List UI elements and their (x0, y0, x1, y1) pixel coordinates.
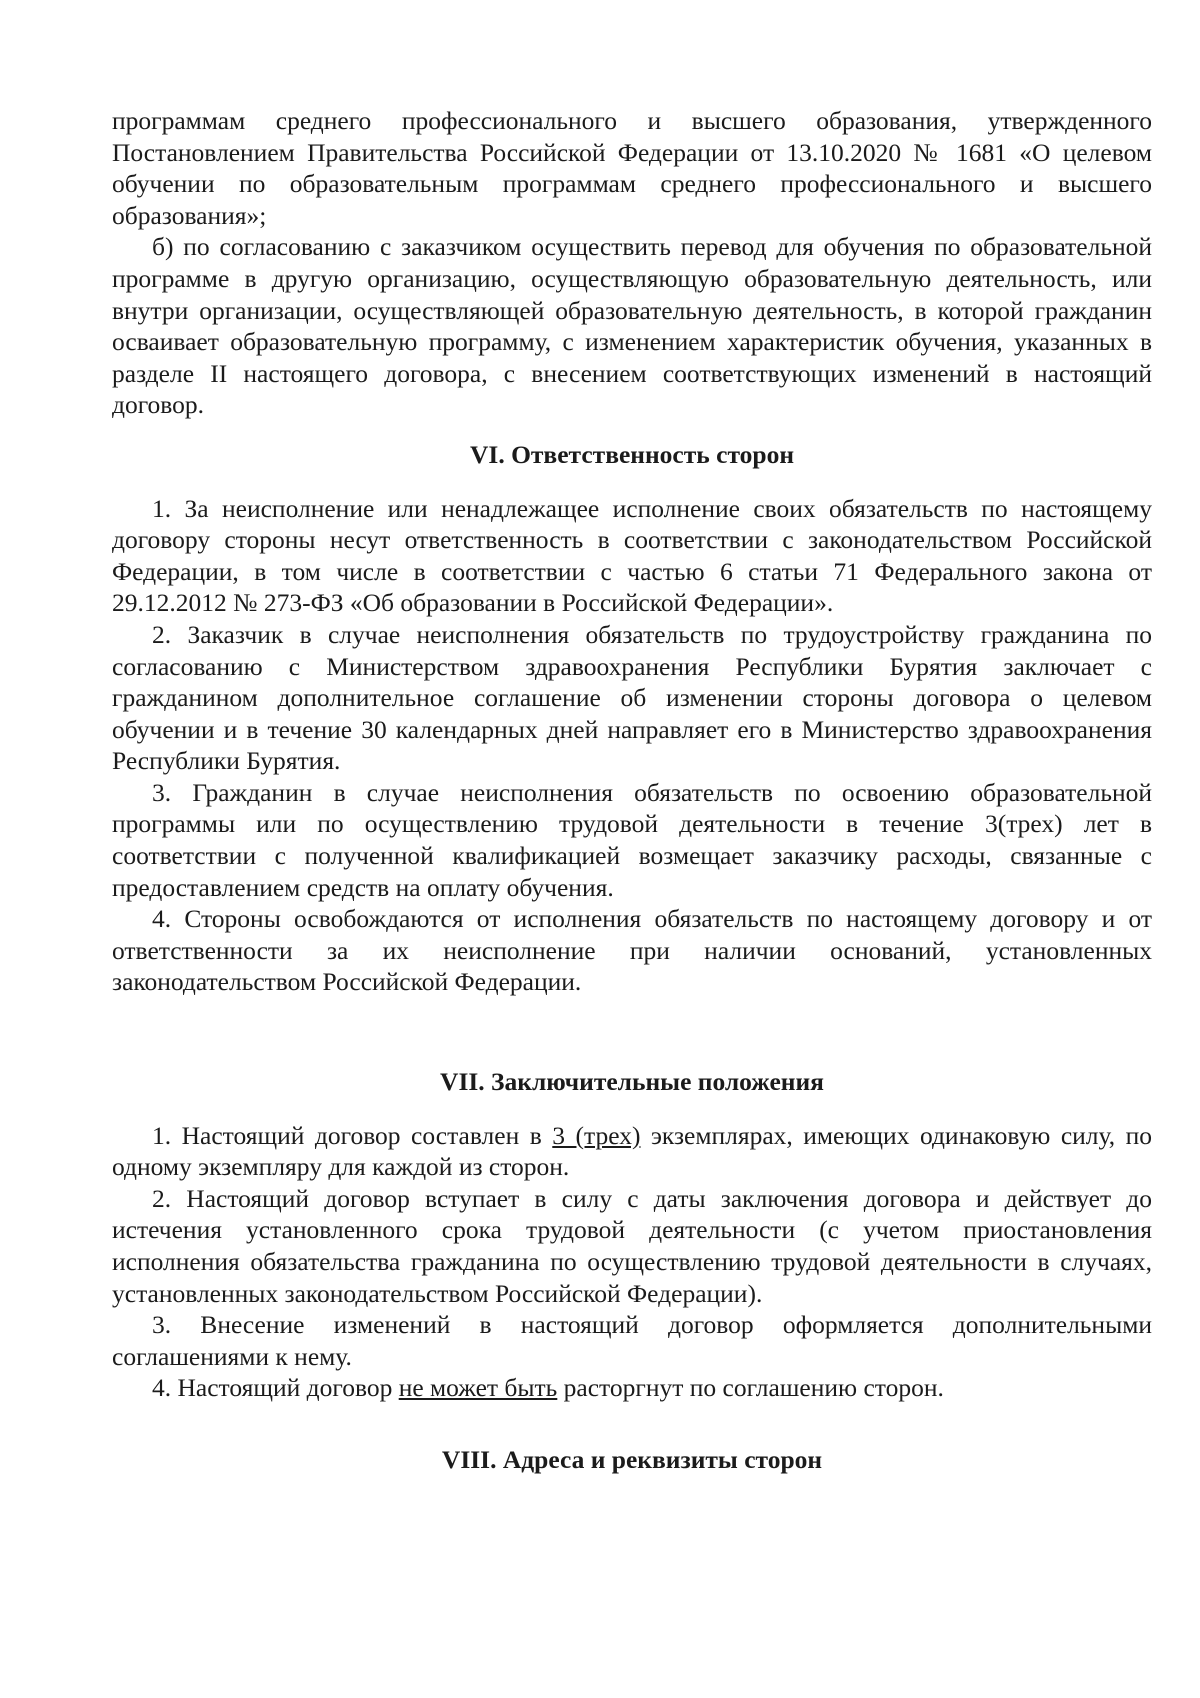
intro-continuation-paragraph: программам среднего профессионального и высшего образования, утвержденного Постановлением Правительства Российской Федерации от 13.10.2020 № 1681 «О целевом обучении по образовательным программам среднего профессионального и высшего образования»; (112, 106, 1152, 230)
section-6-item-2: 2. Заказчик в случае неисполнения обязательств по трудоустройству гражданина по согласованию с Министерством здравоохранения Республики Бурятия заключает с гражданином дополнительное соглашение об изменении стороны договора о целевом обучении и в течение 30 календарных дней направляет его в Министерство здравоохранения Республики Бурятия. (112, 619, 1152, 776)
section-6-item-3: 3. Гражданин в случае неисполнения обязательств по освоению образовательной программы или по осуществлению трудовой деятельности в течение 3(трех) лет в соответствии с полученной квалификацией возмещает заказчику расходы, связанные с предоставлением средств на оплату обучения. (112, 777, 1152, 902)
section-6-item-4: 4. Стороны освобождаются от исполнения обязательств по настоящему договору и от ответственности за их неисполнение при наличии оснований, установленных законодательством Российской Федерации. (112, 904, 1152, 997)
section-7-item-3: 3. Внесение изменений в настоящий договор оформляется дополнительными соглашениями к нему. (112, 1310, 1152, 1371)
section-7-item-1-text-start: 1. Настоящий договор составлен в (152, 1120, 553, 1150)
section-7-item-1-text-end: экземплярах, имеющих одинаковую силу, по одному экземпляру для каждой из сторон. (112, 1120, 1152, 1182)
section-8-heading: VIII. Адреса и реквизиты сторон (441, 1444, 823, 1474)
section-7-heading: VII. Заключительные положения (440, 1067, 824, 1097)
section-7-item-4-text-start: 4. Настоящий договор (152, 1373, 399, 1403)
copies-count: 3 (трех) (552, 1120, 641, 1150)
document-body (112, 105, 1152, 1476)
section-6-heading: VI. Ответственность сторон (469, 439, 795, 469)
section-7-item-4-text-end: расторгнут по соглашению сторон. (557, 1373, 944, 1403)
section-7-item-2: 2. Настоящий договор вступает в силу с даты заключения договора и действует до истечения установленного срока трудовой деятельности (с учетом приостановления исполнения обязательства гражданина по осуществлению трудовой деятельности в случаях, установленных законодательством Российской Федерации). (112, 1183, 1152, 1308)
section-7-item-4 (112, 1372, 1152, 1404)
termination-clause-underlined: не может быть (398, 1373, 558, 1403)
item-b-paragraph: б) по согласованию с заказчиком осуществить перевод для обучения по образовательной программе в другую организацию, осуществляющую образовательную деятельность, или внутри организации, осуществляющей образовательную деятельность, в которой гражданин осваивает образовательную программу, с изменением характеристик обучения, указанных в разделе II настоящего договора, с внесением соответствующих изменений в настоящий договор. (112, 232, 1152, 420)
section-7-item-1 (112, 1120, 1152, 1183)
section-6-item-1: 1. За неисполнение или ненадлежащее исполнение своих обязательств по настоящему договору стороны несут ответственность в соответствии с законодательством Российской Федерации, в том числе в соответствии с частью 6 статьи 71 Федерального закона от 29.12.2012 № 273-ФЗ «Об образовании в Российской Федерации». (112, 493, 1152, 618)
